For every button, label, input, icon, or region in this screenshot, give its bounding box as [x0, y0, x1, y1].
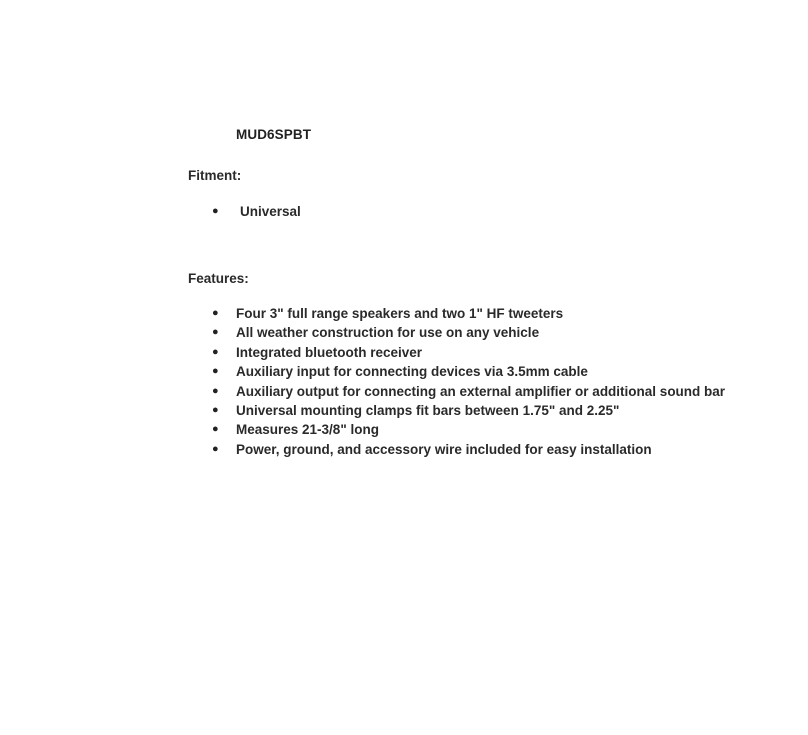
list-item-text: Universal [240, 204, 301, 219]
product-code: MUD6SPBT [236, 127, 312, 142]
bullet-icon: ● [212, 365, 219, 378]
bullet-icon: ● [212, 442, 219, 455]
bullet-icon: ● [212, 326, 219, 339]
list-item-text: Power, ground, and accessory wire included for easy installation [236, 441, 652, 457]
list-item-text: Four 3" full range speakers and two 1" HF tweeters [236, 306, 564, 321]
features-label: Features: [188, 271, 249, 286]
bullet-icon: ● [212, 384, 219, 397]
fitment-label: Fitment: [188, 168, 242, 183]
list-item-text: Universal mounting clamps fit bars between 1.75" and 2.25" [236, 402, 620, 418]
bullet-icon: ● [212, 403, 219, 416]
bullet-icon: ● [212, 205, 219, 217]
list-item-text: Auxiliary input for connecting devices via 3.5mm cable [236, 364, 588, 380]
list-item-text: Measures 21-3/8" long [236, 422, 379, 438]
bullet-icon: ● [212, 423, 219, 436]
list-item-text: Integrated bluetooth receiver [236, 344, 423, 360]
list-item-text: All weather construction for use on any vehicle [236, 325, 540, 341]
bullet-icon: ● [212, 307, 219, 319]
bullet-icon: ● [212, 345, 219, 358]
list-item-text: Auxiliary output for connecting an external amplifier or additional sound bar [236, 383, 726, 399]
